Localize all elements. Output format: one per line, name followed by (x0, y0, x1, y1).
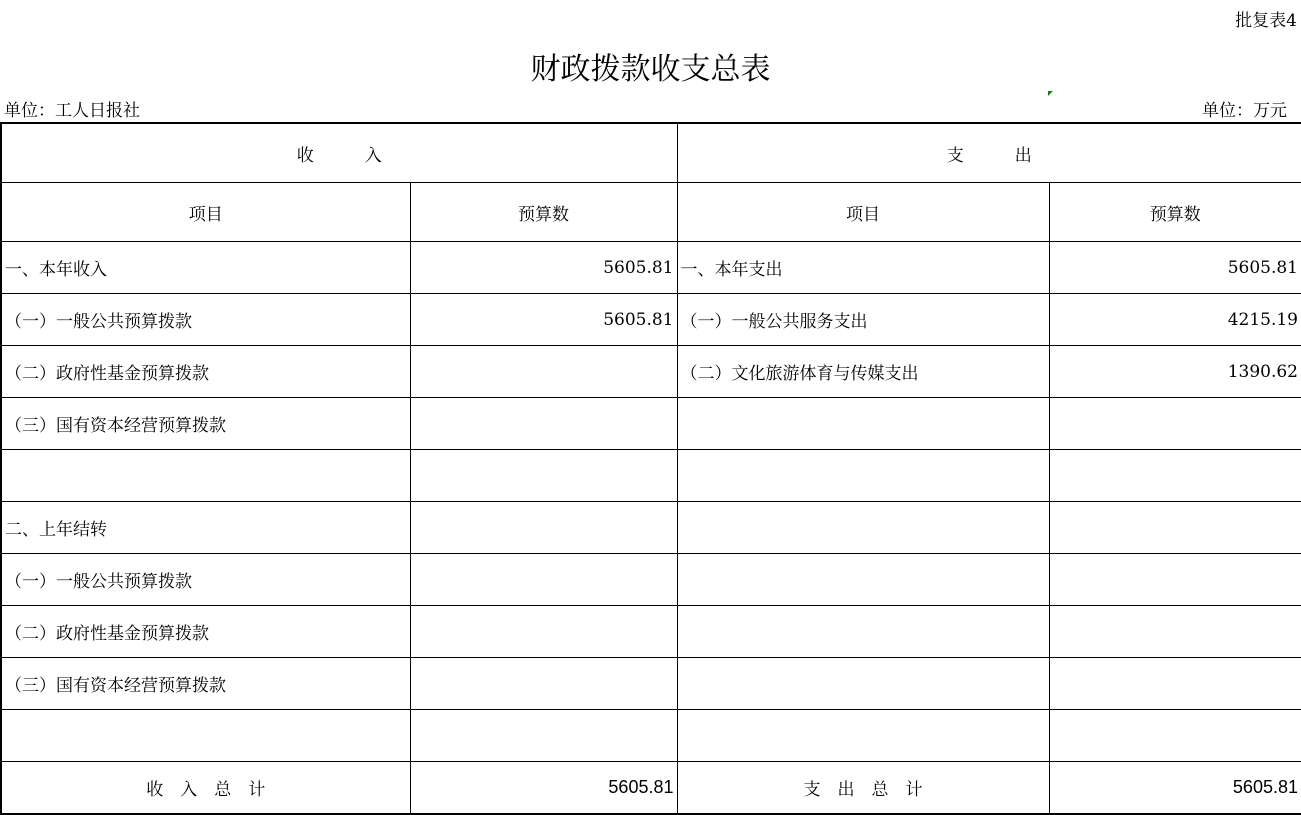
expense-value-cell[interactable]: 5605.81 (1049, 242, 1301, 294)
cell-comment-marker-icon (1048, 91, 1053, 96)
expense-value-cell[interactable]: 1390.62 (1049, 346, 1301, 398)
expense-value-cell[interactable] (1049, 606, 1301, 658)
expense-value-cell[interactable] (1049, 502, 1301, 554)
expense-budget-header: 预算数 (1049, 183, 1301, 242)
income-value-cell[interactable] (410, 554, 677, 606)
expense-item-cell[interactable] (677, 398, 1049, 450)
income-item-cell[interactable]: （二）政府性基金预算拨款 (1, 606, 410, 658)
expense-total-label[interactable]: 支 出 总 计 (677, 762, 1049, 815)
table-row (1, 658, 1301, 710)
expense-item-header: 项目 (677, 183, 1049, 242)
expense-item-cell[interactable] (677, 658, 1049, 710)
expense-value-cell[interactable] (1049, 398, 1301, 450)
income-value-cell[interactable]: 5605.81 (410, 242, 677, 294)
expense-item-cell[interactable] (677, 502, 1049, 554)
table-row (1, 450, 1301, 502)
expense-item-cell[interactable]: （二）文化旅游体育与传媒支出 (677, 346, 1049, 398)
income-value-cell[interactable]: 5605.81 (410, 294, 677, 346)
income-value-cell[interactable] (410, 346, 677, 398)
table-row (1, 710, 1301, 762)
income-item-cell[interactable]: （一）一般公共预算拨款 (1, 554, 410, 606)
income-budget-header: 预算数 (410, 183, 677, 242)
page-title: 财政拨款收支总表 (530, 52, 771, 87)
column-header-row (1, 183, 1301, 242)
table-row (1, 554, 1301, 606)
income-value-cell[interactable] (410, 450, 677, 502)
expense-value-cell[interactable] (1049, 658, 1301, 710)
expense-item-cell[interactable] (677, 450, 1049, 502)
income-section-header: 收 入 (1, 123, 677, 183)
expense-value-cell[interactable] (1049, 710, 1301, 762)
section-header-row (1, 123, 1301, 183)
expense-total-value[interactable]: 5605.81 (1049, 762, 1301, 815)
expense-item-cell[interactable] (677, 606, 1049, 658)
table-row (1, 242, 1301, 294)
expense-value-cell[interactable] (1049, 554, 1301, 606)
total-row (1, 762, 1301, 815)
income-item-cell[interactable]: （二）政府性基金预算拨款 (1, 346, 410, 398)
table-row (1, 606, 1301, 658)
income-value-cell[interactable] (410, 658, 677, 710)
form-number: 批复表4 (1235, 11, 1297, 31)
table-row (1, 346, 1301, 398)
expense-item-cell[interactable] (677, 554, 1049, 606)
income-item-cell[interactable] (1, 710, 410, 762)
budget-summary-table (0, 122, 1301, 815)
income-total-label[interactable]: 收 入 总 计 (1, 762, 410, 815)
income-item-cell[interactable]: （三）国有资本经营预算拨款 (1, 398, 410, 450)
table-row (1, 398, 1301, 450)
income-value-cell[interactable] (410, 710, 677, 762)
income-item-cell[interactable]: 一、本年收入 (1, 242, 410, 294)
income-item-header: 项目 (1, 183, 410, 242)
income-item-cell[interactable]: （三）国有资本经营预算拨款 (1, 658, 410, 710)
income-value-cell[interactable] (410, 398, 677, 450)
income-item-cell[interactable] (1, 450, 410, 502)
expense-item-cell[interactable]: （一）一般公共服务支出 (677, 294, 1049, 346)
expense-value-cell[interactable] (1049, 450, 1301, 502)
table-row (1, 294, 1301, 346)
expense-section-header: 支 出 (677, 123, 1301, 183)
currency-unit: 单位：万元 (1202, 101, 1287, 121)
expense-value-cell[interactable]: 4215.19 (1049, 294, 1301, 346)
income-value-cell[interactable] (410, 502, 677, 554)
organization-unit: 单位：工人日报社 (4, 101, 140, 121)
income-value-cell[interactable] (410, 606, 677, 658)
table-row (1, 502, 1301, 554)
income-total-value[interactable]: 5605.81 (410, 762, 677, 815)
expense-item-cell[interactable] (677, 710, 1049, 762)
income-item-cell[interactable]: 二、上年结转 (1, 502, 410, 554)
expense-item-cell[interactable]: 一、本年支出 (677, 242, 1049, 294)
income-item-cell[interactable]: （一）一般公共预算拨款 (1, 294, 410, 346)
